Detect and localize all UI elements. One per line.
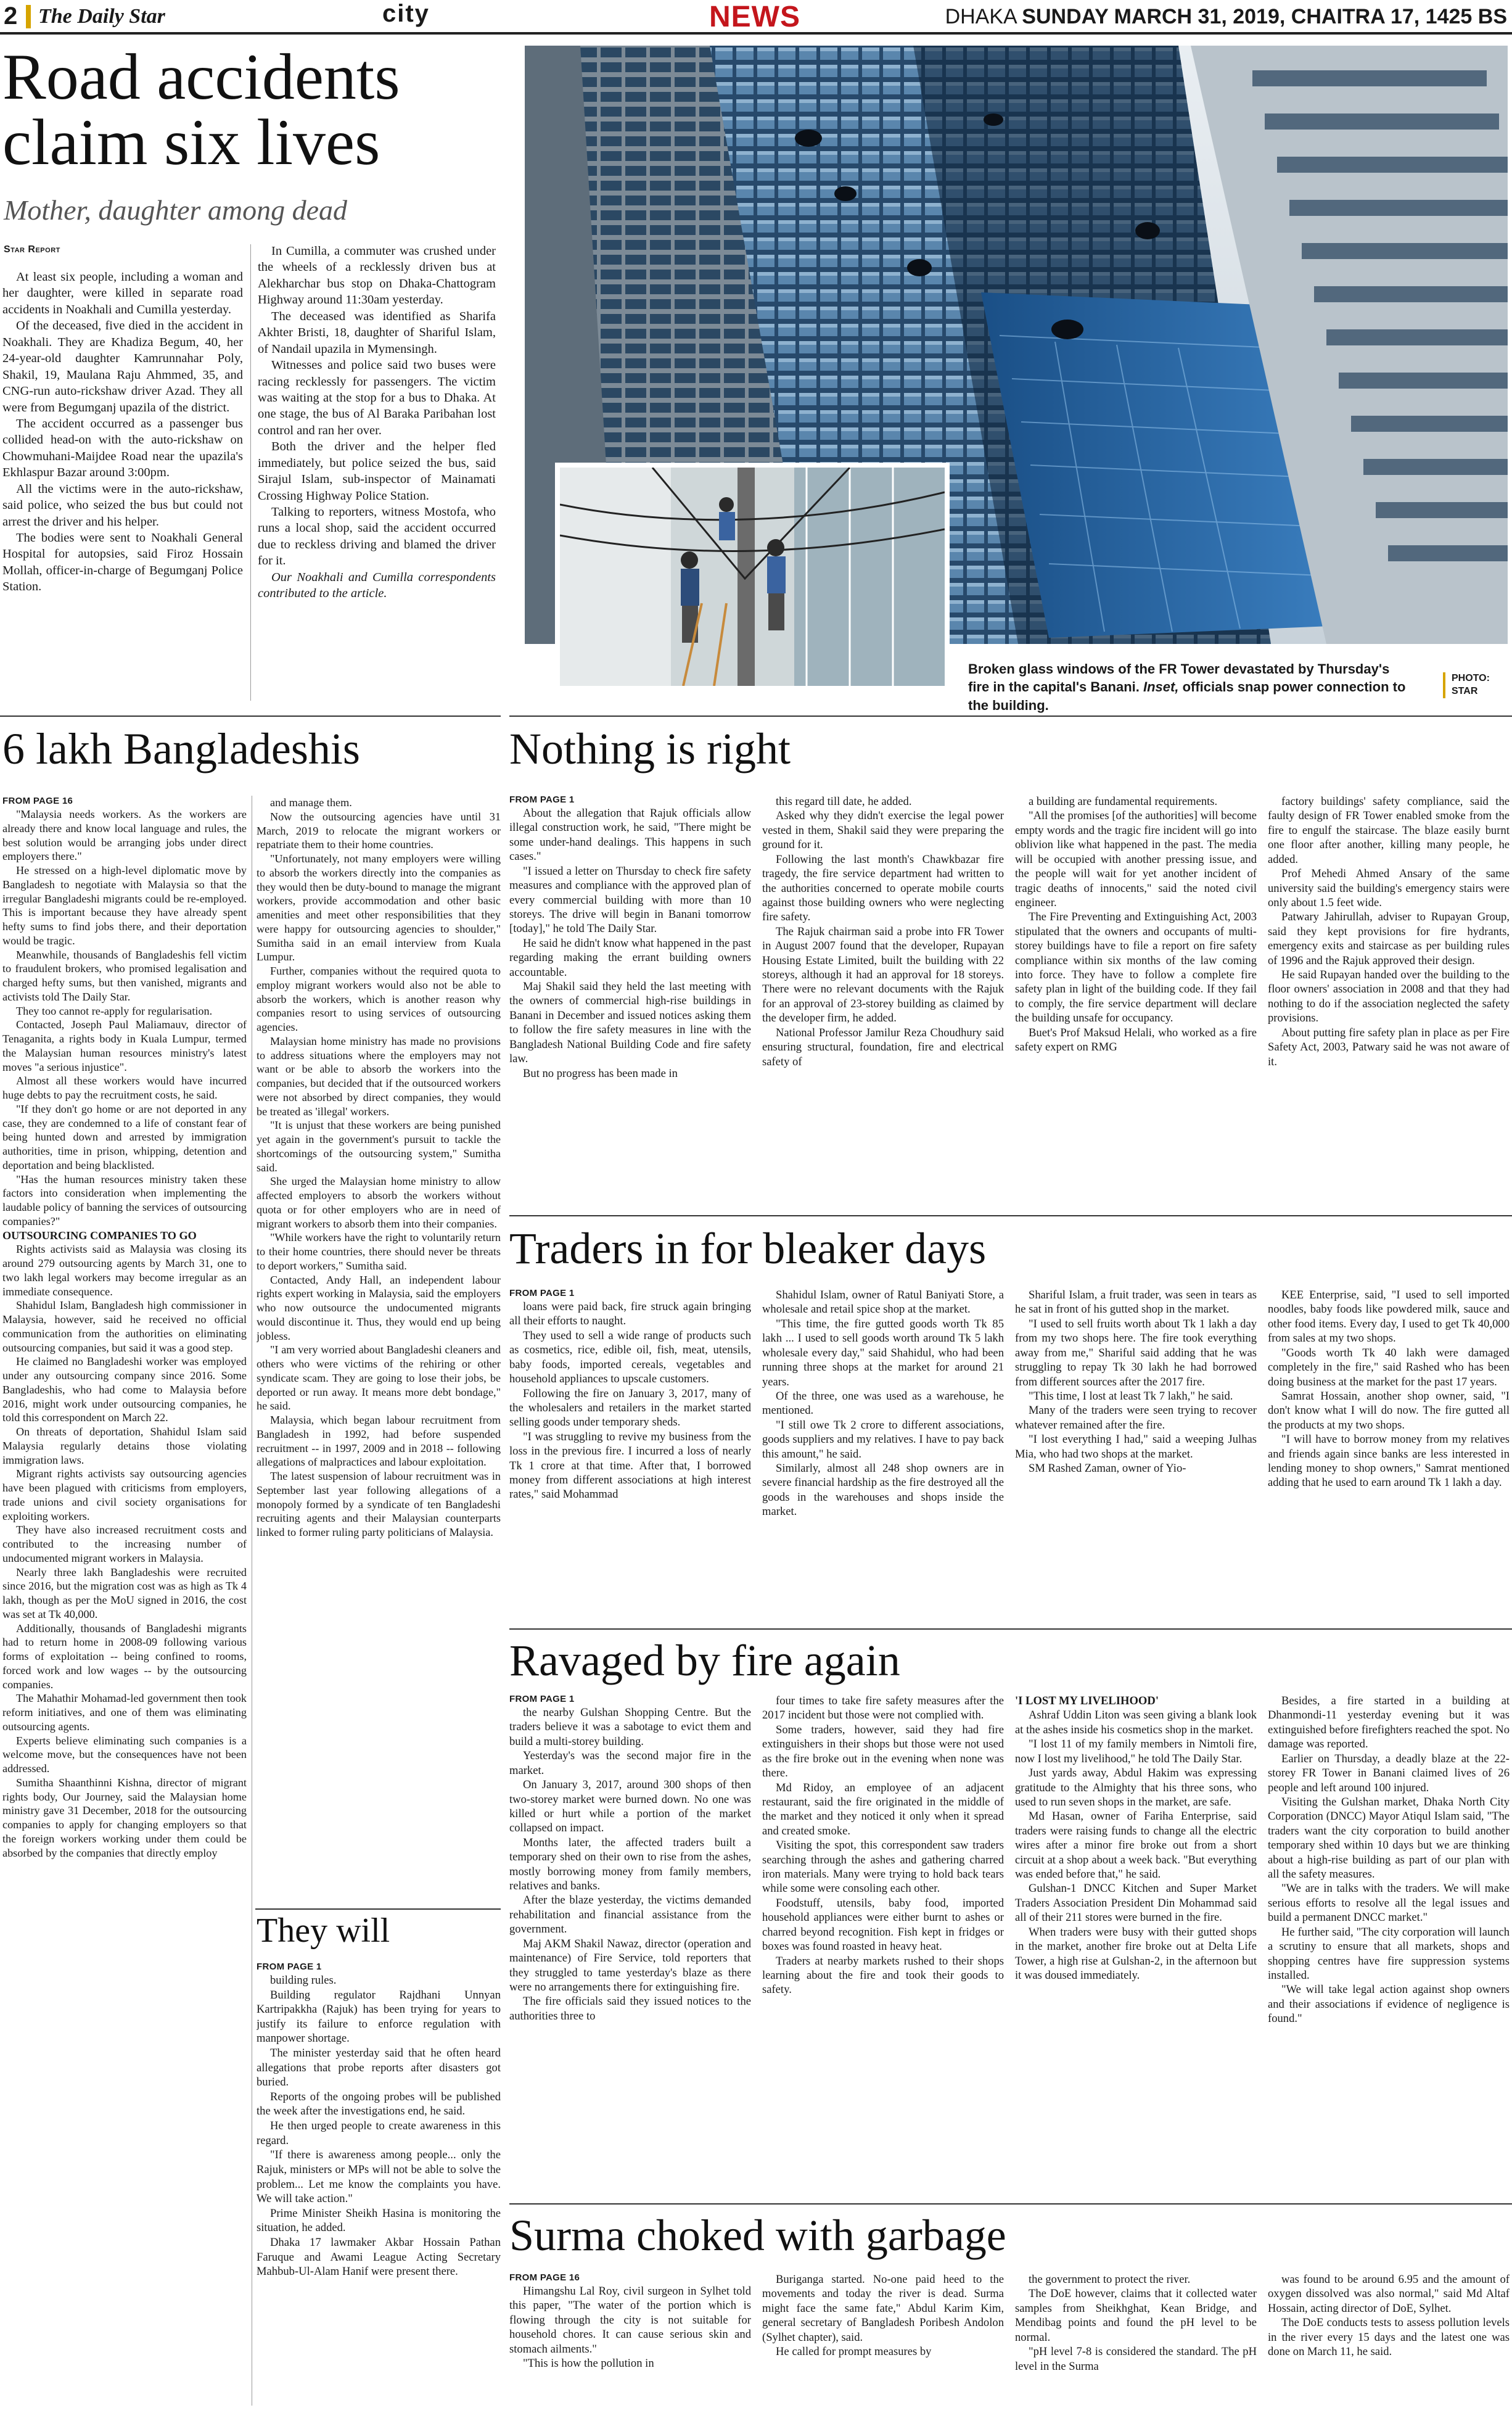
paragraph: Contacted, Joseph Paul Maliamauv, director of Tenaganita, a rights body in Kuala Lumpur, termed the Malaysian human resources ministry's latest moves "a serious injustice". [2, 1018, 247, 1073]
paragraph: He said he didn't know what happened in the past regarding making the errant building owners accountable. [509, 936, 751, 979]
section-rule [509, 2203, 1512, 2205]
nothing-headline[interactable]: Nothing is right [509, 724, 791, 773]
section-rule [509, 716, 1512, 717]
paragraph: At least six people, including a woman and her daughter, were killed in separate road accidents in Noakhali and Cumilla yesterday. [2, 270, 243, 316]
paragraph: "I issued a letter on Thursday to check fire safety measures and compliance with the approved plan of every commercial building with more than 10 storeys. The drive will begin in Banani tomorrow [today]," he told The Daily Star. [509, 864, 751, 936]
paragraph: On January 3, 2017, around 300 shops of then two-storey market were burned down. No one was killed or hurt while a portion of the market collapsed on impact. [509, 1778, 751, 1835]
paragraph: Additionally, thousands of Bangladeshi migrants had to return home in 2008-09 following various forms of exploitation -- being confined to rooms, forced work and low wages -- by the outsourcing companies. [2, 1622, 247, 1691]
paragraph: Building regulator Rajdhani Unnyan Kartripakkha (Rajuk) has been trying for years to justify its failure to enforce regulation with manpower shortage. [257, 1988, 501, 2045]
ravaged-subhead: 'I LOST MY LIVELIHOOD' [1015, 1694, 1159, 1707]
surma-col-3 [1015, 2272, 1257, 2412]
paragraph: Talking to reporters, witness Mostofa, who runs a local shop, said the accident occurred due to reckless driving and blamed the driver for it. [258, 505, 496, 568]
ravaged-col-3 [1015, 1694, 1257, 2206]
paragraph: All the victims were in the auto-rickshaw, said police, who seized the bus but could not arrest the driver and his helper. [2, 482, 243, 529]
ravaged-col-2 [762, 1694, 1004, 2206]
nothing-col-2 [762, 794, 1004, 1195]
section-rule [0, 716, 501, 717]
traders-col-2 [762, 1288, 1004, 1633]
paragraph: On threats of deportation, Shahidul Islam said Malaysia regularly detains those violating immigration laws. [2, 1425, 247, 1466]
paragraph: When traders were busy with their gutted shops in the market, another fire broke out at Delta Life Tower, a high rise at Gulshan-2, in the afternoon but it was doused immediately. [1015, 1925, 1257, 1982]
paragraph: He then urged people to create awareness in this regard. [257, 2119, 501, 2147]
paragraph: "It is unjust that these workers are being punished yet again in the government's pursuit to tackle the shortcomings of the outsourcing system," Sumitha said. [257, 1119, 501, 1174]
paragraph: The DoE conducts tests to assess pollution levels in the river every 15 days and the latest one was done on March 11, he said. [1268, 2316, 1510, 2359]
paragraph: Visiting the Gulshan market, Dhaka North City Corporation (DNCC) Mayor Atiqul Islam said, "The traders want the city corporation to build another temporary shed within 10 days but we are thinking about a high-rise building as part of our plan with all the safety measures. [1268, 1795, 1510, 1881]
paragraph: "Unfortunately, not many employers were willing to absorb the workers directly into the companies as they would then be duty-bound to manage the migrant workers, provide accommodation and other basic amenities and meet other responsibilities that they were happy for outsourcing agencies to shoulder," Sumitha said in an email interview from Kuala Lumpur. [257, 852, 501, 963]
nothing-col-1: FROM PAGE 1 About the allegation that Rajuk officials allow illegal construction work, he said, "There might be some under-hand dealings. This happens in such cases." "I issued a letter on Thursday to check fire safety measures and compliance with the approved plan of every commercial building with more than 10 storeys. The drive will begin in Banani tomorrow [today]," he told The Daily Star. He said he didn't know what happened in the past regarding making the errant building owners accountable. Maj Shakil said they held the last meeting with the owners of commercial high-rise buildings in Banani in December and issued notices asking them to follow the fire safety measures in line with the Bangladesh National Building Code and fire safety law. But no progress has been made in [509, 794, 751, 1080]
traders-headline[interactable]: Traders in for bleaker days [509, 1224, 987, 1273]
paragraph: "I am very worried about Bangladeshi cleaners and others who were victims of the rehiring or other syndicate scam. They are going to lose their jobs, be deported or run away. It means more debt bondage," he said. [257, 1343, 501, 1413]
paragraph: Following the last month's Chawkbazar fire tragedy, the fire service department had written to the authorities concerned to operate mobile courts against those building owners who were neglecting fire safety. [762, 852, 1004, 924]
paragraph: Now the outsourcing agencies have until 31 March, 2019 to relocate the migrant workers or repatriate them to their home countries. [257, 810, 501, 851]
paragraph: Buriganga started. No-one paid heed to the movements and today the river is dead. Surma might face the same fate," Abdul Karim Kim, general secretary of Bangladesh Poribesh Andolon (Sylhet chapter), said. [762, 2273, 1004, 2344]
paragraph: Malaysia, which began labour recruitment from Bangladesh in 1992, had before suspended recruitment -- in 1997, 2009 and in 2018 -- following allegations of malpractices and labour exploitation. [257, 1414, 501, 1469]
paragraph: Yesterday's was the second major fire in the market. [509, 1749, 751, 1777]
paragraph: "Goods worth Tk 40 lakh were damaged completely in the fire," said Rashed who has been doing business at the market for the past 17 years. [1268, 1346, 1510, 1388]
paragraph: The Rajuk chairman said a probe into FR Tower in August 2007 found that the developer, Rupayan Housing Estate Limited, built the building with 22 storeys, although it had an approval for 18 storeys. There were no relevant documents with the Rajuk for an approval of 23-storey building as claimed by the developer firm, he added. [762, 925, 1004, 1025]
paragraph: Foodstuff, utensils, baby food, imported household appliances were either burnt to ashes or charred beyond recognition. Fish kept in fridges or boxes was found roasted in heavy heat. [762, 1896, 1004, 1953]
nothing-col-4 [1268, 794, 1510, 1195]
paragraph: "While workers have the right to voluntarily return to their home countries, there should never be threats to deport workers," Sumitha said. [257, 1231, 501, 1272]
paragraph: loans were paid back, fire struck again bringing all their efforts to naught. [509, 1300, 751, 1328]
paragraph: Months later, the affected traders built a temporary shed on their own to rise from the ashes, mostly borrowing money from family members, relatives and banks. [509, 1836, 751, 1893]
inset-photo[interactable] [555, 463, 950, 691]
paragraph: Samrat Hossain, another shop owner, said, "I don't know what I will do now. The fire gutted all the products at my two shops. [1268, 1389, 1510, 1432]
paragraph: They used to sell a wide range of products such as cosmetics, rice, edible oil, fish, meat, utensils, baby foods, imported cereals, vegetables and household appliances to upscale customers. [509, 1329, 751, 1386]
paragraph: Earlier on Thursday, a deadly blaze at the 22-storey FR Tower in Banani claimed lives of 26 people and left around 100 injured. [1268, 1752, 1510, 1794]
paragraph: Experts believe eliminating such companies is a welcome move, but the consequences have not been addressed. [2, 1734, 247, 1775]
section-label: NEWS [709, 1, 800, 33]
masthead [0, 0, 1512, 35]
paragraph: "I was struggling to revive my business from the loss in the previous fire. I incurred a loss of nearly Tk 1 crore at that time. After that, I borrowed money from different associations at high interest rates," said Mohammad [509, 1430, 751, 1501]
paragraph: four times to take fire safety measures after the 2017 incident but those were not complied with. [762, 1694, 1004, 1722]
issue-date: DHAKA SUNDAY MARCH 31, 2019, CHAITRA 17, 1425 BS [945, 5, 1507, 28]
paragraph: Dhaka 17 lawmaker Akbar Hossain Pathan Faruque and Awami League Acting Secretary Mahbub-Ul-Alam Hanif were present there. [257, 2235, 501, 2279]
paragraph: "This is how the pollution in [523, 2357, 654, 2370]
paragraph: The fire officials said they issued notices to the authorities three to [509, 1995, 751, 2023]
paragraph: Just yards away, Abdul Hakim was expressing gratitude to the Almighty that his three sons, who used to run seven shops in the market, are safe. [1015, 1767, 1257, 1809]
paragraph: Shariful Islam, a fruit trader, was seen in tears as he sat in front of his gutted shop in the market. [1015, 1289, 1257, 1316]
photo-credit: PHOTO: STAR [1443, 672, 1486, 698]
accidents-col-2 [258, 243, 496, 706]
paragraph: "If there is awareness among people... only the Rajuk, ministers or MPs will not be able to solve the problem... Let me know the complaints you have. We will take action." [257, 2148, 501, 2206]
accidents-headline[interactable]: Road accidents claim six lives [2, 41, 400, 178]
paragraph: "pH level 7-8 is considered the standard. The pH level in the Surma [1015, 2345, 1257, 2373]
paragraph: and manage them. [270, 796, 352, 809]
paragraph: the government to protect the river. [1029, 2273, 1191, 2286]
paragraph: Shahidul Islam, owner of Ratul Baniyati Store, a wholesale and retail spice shop at the market. [762, 1289, 1004, 1316]
paragraph: "We will take legal action against shop owners and their associations if evidence of negligence is found." [1268, 1983, 1510, 2026]
paragraph: "This time, I lost at least Tk 7 lakh," he said. [1029, 1389, 1233, 1403]
ravaged-headline[interactable]: Ravaged by fire again [509, 1636, 900, 1685]
paragraph: was found to be around 6.95 and the amount of oxygen dissolved was also normal," said Md Altaf Hossain, acting director of DoE, Sylhet. [1268, 2273, 1510, 2315]
linemen-inset-image [560, 468, 945, 686]
paragraph: Rights activists said as Malaysia was closing its around 279 outsourcing agents by March 31, one to two lakh legal workers may become irregular as an immediate consequence. [2, 1243, 247, 1298]
theywill-headline[interactable]: They will [257, 1912, 390, 1950]
paragraph: Contacted, Andy Hall, an independent labour rights expert working in Malaysia, said the employers who now outsource the undocumented migrants would discontinue it. Thus, they would end up being jobless. [257, 1273, 501, 1342]
paragraph: this regard till date, he added. [776, 795, 912, 808]
paragraph: The DoE however, claims that it collected water samples from Sheikhghat, Kean Bridge, and Mendibag points and found the pH level to be normal. [1015, 2287, 1257, 2344]
paragraph: They have also increased recruitment costs and contributed to the increasing number of undocumented migrant workers in Malaysia. [2, 1524, 247, 1564]
paragraph: He called for prompt measures by [776, 2345, 932, 2359]
paragraph: Both the driver and the helper fled immediately, but police seized the bus, said Sirajul Islam, sub-inspector of Mainamati Crossing Highway Police Station. [258, 440, 496, 503]
paragraph: Similarly, almost all 248 shop owners are in severe financial hardship as the fire destroyed all the goods in the warehouses and shops inside the market. [762, 1462, 1004, 1519]
paragraph: "I still owe Tk 2 crore to different associations, goods suppliers and my relatives. I have to pay back this amount," he said. [762, 1418, 1004, 1461]
surma-headline[interactable]: Surma choked with garbage [509, 2211, 1006, 2260]
paragraph: They too cannot re-apply for regularisation. [16, 1004, 213, 1017]
photo-caption: Broken glass windows of the FR Tower devastated by Thursday's fire in the capital's Banani. Inset, officials snap power connection to the building. [968, 661, 1406, 713]
section-rule [509, 1215, 1512, 1216]
paragraph: "We are in talks with the traders. We will make serious efforts to resolve all the legal issues and build a permanent DNCC market." [1268, 1882, 1510, 1924]
paragraph: SM Rashed Zaman, owner of Yio- [1029, 1462, 1186, 1475]
paragraph: Reports of the ongoing probes will be published the week after the investigations end, he said. [257, 2090, 501, 2118]
paragraph: Following the fire on January 3, 2017, many of the wholesalers and retailers in the market started selling goods under temporary sheds. [509, 1387, 751, 1429]
paragraph: He stressed on a high-level diplomatic move by Bangladesh to negotiate with Malaysia so that the irregular Bangladeshi migrants could be re-employed. This is important because they have already spent hefty sums to find jobs there, and their deportation would be tragic. [2, 864, 247, 947]
paragraph: She urged the Malaysian home ministry to allow affected employers to absorb the workers without quota or for other employers who are in need of migrant workers to absorb them into their companies. [257, 1175, 501, 1230]
paragraph: a building are fundamental requirements. [1029, 795, 1218, 808]
lakh-col-2 [257, 796, 501, 1900]
paragraph: Almost all these workers would have incurred huge debts to pay the recruitment costs, he said. [2, 1075, 247, 1101]
lakh-headline[interactable]: 6 lakh Bangladeshis [2, 724, 360, 773]
paragraph: "All the promises [of the authorities] will become empty words and the tragic fire incident will go into oblivion like what happened in the past. The media will be occupied with another pressing issue, and the people will wait for yet another incident of tragic deaths of innocents," said the noted civil engineer. [1015, 809, 1257, 909]
surma-col-4 [1268, 2272, 1510, 2412]
paragraph: The accident occurred as a passenger bus collided head-on with the auto-rickshaw on Chowmuhani-Maijdee Road near the upazila's Ekhlaspur Bazar around 3:00pm. [2, 416, 243, 480]
paragraph: Md Ridoy, an employee of an adjacent restaurant, said the fire originated in the middle of the market and they noticed it only when it spread and created smoke. [762, 1781, 1004, 1838]
paragraph: building rules. [270, 1974, 337, 1987]
page-number: 2 [4, 2, 18, 30]
section-rule [255, 1908, 501, 1910]
paragraph: "I lost everything I had," said a weeping Julhas Mia, who had two shops at the market. [1015, 1433, 1257, 1461]
accidents-deck: Mother, daughter among dead [4, 194, 348, 226]
paragraph: Nearly three lakh Bangladeshis were recruited since 2016, but the migration cost was as high as Tk 4 lakh, though as per the MoU signed in 2016, the cost was set at Tk 40,000. [2, 1565, 247, 1620]
paragraph: Patwary Jahirullah, adviser to Rupayan Group, said they kept provisions for fire hydrants, emergency exits and staircase as per building rules of 1996 and the Rajuk approved their design. [1268, 910, 1510, 967]
paragraph: Ashraf Uddin Liton was seen giving a blank look at the ashes inside his cosmetics shop in the market. [1015, 1709, 1257, 1736]
traders-col-1: FROM PAGE 1 loans were paid back, fire struck again bringing all their efforts to naught. They used to sell a wide range of products such as cosmetics, rice, edible oil, fish, meat, utensils, baby foods, imported cereals, vegetables and household appliances to upscale customers. Following the fire on January 3, 2017, many of the wholesalers and retailers in the market started selling goods under temporary sheds. "I was struggling to revive my business from the loss in the previous fire. I incurred a loss of nearly Tk 1 crore at that time. After that, I borrowed money from different associations at high interest rates," said Mohammad [509, 1288, 751, 1501]
paragraph: Visiting the spot, this correspondent saw traders searching through the ashes and gathering charred iron materials. Many were trying to hold back tears while some were consoling each other. [762, 1839, 1004, 1895]
paragraph: Himangshu Lal Roy, civil surgeon in Sylhet told this paper, "The water of the portion which is flowing through the city is not suitable for household chores. It can cause serious skin and stomach ailments." [509, 2285, 751, 2356]
paragraph: Maj Shakil said they held the last meeting with the owners of commercial high-rise buildings in Banani in December and issued notices asking them to follow the fire safety measures in line with the Bangladesh National Building Code and fire safety law. [509, 980, 751, 1066]
section-rule [509, 1628, 1512, 1630]
paragraph: Of the deceased, five died in the accident in Noakhali. They are Khadiza Begum, 40, her 24-year-old daughter Kamrunnahar Poly, Shakil, 19, Maulana Raju Ahmmed, 35, and CNG-run auto-rickshaw driver Azad. They all were from Begumganj upazila of the district. [2, 319, 243, 415]
paragraph: Sumitha Shaanthinni Kishna, director of migrant rights body, Our Journey, said the Malaysian home ministry gave 31 December, 2018 for the outsourcing companies to apply for changing employers so that the foreign workers working under them could be absorbed by the companies that directly employ [2, 1776, 247, 1859]
paragraph: Malaysian home ministry has made no provisions to address situations where the employers may not want or be able to absorb the workers into the companies, but decided that if the outsourced workers were not absorbed by direct companies, they would be treated as 'illegal' workers. [257, 1034, 501, 1118]
paragraph: He further said, "The city corporation will launch a scrutiny to ensure that all markets, shops and shopping centres have fire suppression systems installed. [1268, 1925, 1510, 1982]
paragraph: About putting fire safety plan in place as per Fire Safety Act, 2003, Patwary said he was not aware of it. [1268, 1026, 1510, 1068]
section-name[interactable]: city [382, 0, 430, 27]
theywill-col: FROM PAGE 1 building rules. Building regulator Rajdhani Unnyan Kartripakkha (Rajuk) has been trying for years to justify its failure to enforce regulation with manpower shortage. The minister yesterday said that he often heard allegations that probe reports after disasters got buried. Reports of the ongoing probes will be published the week after the investigations end, he said. He then urged people to create awareness in this regard. "If there is awareness among people... only the Rajuk, ministers or MPs will not be able to solve the problem... Let me know the complaints you have. We will take action." Prime Minister Sheikh Hasina is monitoring the situation, he added. Dhaka 17 lawmaker Akbar Hossain Pathan Faruque and Awami League Acting Secretary Mahbub-Ul-Alam Hanif were present there. [257, 1961, 501, 2279]
paragraph: The latest suspension of labour recruitment was in September last year following allegations of a monopoly formed by a syndicate of ten Bangladeshi recruiting agents and their Malaysian counterparts linked to former ruling party politicians of Malaysia. [257, 1470, 501, 1538]
surma-col-2 [762, 2272, 1004, 2412]
lakh-subhead: OUTSOURCING COMPANIES TO GO [2, 1229, 197, 1242]
paragraph: the nearby Gulshan Shopping Centre. But the traders believe it was a sabotage to evict them and build a multi-storey building. [509, 1706, 751, 1748]
paragraph: Migrant rights activists say outsourcing agencies have been plagued with criticisms from employers, trade unions and civil society organisations for exploiting workers. [2, 1467, 247, 1522]
lakh-col-1: FROM PAGE 16 "Malaysia needs workers. As the workers are already there and know local language and rules, the best solution would be arranging jobs under direct employers there." He stressed on a high-level diplomatic move by Bangladesh to negotiate with Malaysia so that the irregular Bangladeshi migrants could be re-employed. This is important because they have already spent hefty sums to find jobs there, and their deportation would be tragic. Meanwhile, thousands of Bangladeshis fell victim to fraudulent brokers, who promised legalisation and charged hefty sums, but then vanished, migrants and activists told The Daily Star. They too cannot re-apply for regularisation. Contacted, Joseph Paul Maliamauv, director of Tenaganita, a rights body in Kuala Lumpur, termed the Malaysian human resources ministry's latest moves "a serious injustice". Almost all these workers would have incurred huge debts to pay the recruitment costs, he said. "If they don't go home or are not deported in any case, they are condemned to a life of constant fear of being hunted down and arrested by immigration authorities, time in prison, whipping, detention and deportation and being blacklisted. "Has the human resources ministry taken these factors into consideration when implementing the laudable policy of banning the services of outsourcing companies?" OUTSOURCING COMPANIES TO GO Rights activists said as Malaysia was closing its around 279 outsourcing agents by March 31, one to two lakh legal workers may become irregular as an immediate consequence. Shahidul Islam, Bangladesh high commissioner in Malaysia, however, said he received no official communication from the authorities on eliminating outsourcing companies, but said it was a good step. He claimed no Bangladeshi worker was employed under any outsourcing company since 2016. Some Bangladeshis, who had come to Malaysia before 2016, might work under outsourcing companies, he told this correspondent on March 22. On threats of deportation, Shahidul Islam said Malaysia regularly detains those violating immigration laws. Migrant rights activists say outsourcing agencies have been plagued with criticisms from employers, trade unions and civil society organisations for exploiting workers. They have also increased recruitment costs and contributed to the increasing number of undocumented migrant workers in Malaysia. Nearly three lakh Bangladeshis were recruited since 2016, but the migration cost was as high as Tk 4 lakh, though as per the MoU signed in 2016, the cost was set at Tk 40,000. Additionally, thousands of Bangladeshi migrants had to return home in 2008-09 following various forms of exploitation -- being confined to rooms, forced work and low wages -- by the outsourcing companies. The Mahathir Mohamad-led government then took reform initiatives, and one of them was eliminating outsourcing agents. Experts believe eliminating such companies is a welcome move, but the consequences have not been addressed. Sumitha Shaanthinni Kishna, director of migrant rights body, Our Journey, said the Malaysian home ministry gave 31 December, 2018 for the outsourcing companies to apply for changing employers so that the foreign workers working under them could be absorbed by the companies that directly employ [2, 796, 247, 1859]
traders-col-4 [1268, 1288, 1510, 1633]
paragraph: The bodies were sent to Noakhali General Hospital for autopsies, said Firoz Hossain Mollah, officer-in-charge of Begumganj Police Station. [2, 531, 243, 594]
paragraph: Prof Mehedi Ahmed Ansary of the same university said the building's emergency stairs were only about 1.5 feet wide. [1268, 867, 1510, 909]
paragraph: Maj AKM Shakil Nawaz, director (operation and maintenance) of Fire Service, told reporters that they struggled to tame yesterday's blaze as there were no arrangements there for extinguishing fire. [509, 1937, 751, 1994]
paragraph: "This time, the fire gutted goods worth Tk 85 lakh ... I used to sell goods worth around Tk 5 lakh wholesale every day," said Shahidul, who had been running three shops at the market for around 21 years. [762, 1317, 1004, 1388]
traders-col-3 [1015, 1288, 1257, 1633]
paragraph: "Malaysia needs workers. As the workers are already there and know local language and rules, the best solution would be arranging jobs under direct employers there." [2, 808, 247, 863]
paragraph: He said Rupayan handed over the building to the floor owners' association in 2008 and that they had nothing to do if the association neglected the safety provisions. [1268, 968, 1510, 1025]
paragraph: "I will have to borrow money from my relatives and friends again since banks are less interested in lending money to shop owners," Samrat mentioned adding that he used to earn around Tk 1 lakh a day. [1268, 1433, 1510, 1490]
paragraph: He claimed no Bangladeshi worker was employed under any outsourcing company since 2016. Some Bangladeshis, who had come to Malaysia before 2016, might work under outsourcing companies, he told this correspondent on March 22. [2, 1355, 247, 1424]
paragraph: Further, companies without the required quota to employ migrant workers would also not be able to absorb the workers, which is another reason why companies resort to using services of outsourcing agencies. [257, 965, 501, 1033]
nothing-col-3 [1015, 794, 1257, 1195]
paragraph: Traders at nearby markets rushed to their shops learning about the fire and took their goods to safety. [762, 1954, 1004, 1997]
ravaged-col-1: FROM PAGE 1 the nearby Gulshan Shopping Centre. But the traders believe it was a sabotage to evict them and build a multi-storey building. Yesterday's was the second major fire in the market. On January 3, 2017, around 300 shops of then two-storey market were burned down. No one was killed or hurt while a portion of the market collapsed on impact. Months later, the affected traders built a temporary shed on their own to rise from the ashes, mostly borrowing money from family members, relatives and banks. After the blaze yesterday, the victims demanded rehabilitation and financial assistance from the government. Maj AKM Shakil Nawaz, director (operation and maintenance) of Fire Service, told reporters that they struggled to tame yesterday's blaze as there were no arrangements there for extinguishing fire. The fire officials said they issued notices to the authorities three to [509, 1694, 751, 2023]
accidents-credit: Our Noakhali and Cumilla correspondents contributed to the article. [258, 570, 496, 601]
paragraph: KEE Enterprise, said, "I used to sell imported noodles, baby foods like powdered milk, sauce and other food items. Every day, I used to get Tk 40,000 from sales at my two shops. [1268, 1289, 1510, 1345]
paragraph: Meanwhile, thousands of Bangladeshis fell victim to fraudulent brokers, who promised legalisation and charged hefty sums, but then vanished, migrants and activists told The Daily Star. [2, 948, 247, 1003]
paragraph: Gulshan-1 DNCC Kitchen and Super Market Traders Association President Din Mohammad said all of their 211 stores were burned in the fire. [1015, 1882, 1257, 1924]
paragraph: "I lost 11 of my family members in Nimtoli fire, now I lost my livelihood," he told The Daily Star. [1015, 1738, 1257, 1765]
accidents-byline: Star Report [4, 244, 60, 255]
paragraph: The deceased was identified as Sharifa Akhter Bristi, 18, daughter of Shariful Islam, of Nandail upazila in Mymensingh. [258, 309, 496, 356]
paragraph: Asked why they didn't exercise the legal power vested in them, Shakil said they were preparing the ground for it. [762, 809, 1004, 852]
paragraph: Shahidul Islam, Bangladesh high commissioner in Malaysia, however, said he received no official communication from the authorities on eliminating outsourcing companies, but said it was a good step. [2, 1299, 247, 1354]
accidents-col-1 [2, 269, 243, 701]
paragraph: Of the three, one was used as a warehouse, he mentioned. [762, 1389, 1004, 1417]
paragraph: "I used to sell fruits worth about Tk 1 lakh a day from my two shops here. The fire took everything away from me," Shariful said adding that he was struggling to repay Tk 30 lakh he had borrowed from different sources after the 2017 fire. [1015, 1317, 1257, 1388]
paper-name[interactable]: The Daily Star [38, 5, 165, 28]
paragraph: The Fire Preventing and Extinguishing Act, 2003 stipulated that the owners and occupants of multi-storey buildings have to file a report on fire safety compliance within six months of the law coming into force. They have to follow a complete fire safety plan in light of the building code. If they fail to comply, the fire service department will declare the building unsafe for occupancy. [1015, 910, 1257, 1025]
paragraph: "If they don't go home or are not deported in any case, they are condemned to a life of constant fear of being hunted down and arrested by immigration authorities, time in prison, whipping, detention and deportation and being blacklisted. [2, 1102, 247, 1171]
paragraph: Prime Minister Sheikh Hasina is monitoring the situation, he added. [257, 2206, 501, 2235]
paragraph: Md Hasan, owner of Fariha Enterprise, said traders were raising funds to change all the electric wires after a minor fire broke out from a short circuit at a shop about a week back. "But everything was ended before that," he said. [1015, 1810, 1257, 1881]
masthead-accent-bar [26, 5, 31, 28]
paragraph: Witnesses and police said two buses were racing recklessly for passengers. The victim was waiting at the stop for a bus to Dhaka. At one stage, the bus of Al Baraka Paribahan lost control and ran her over. [258, 358, 496, 437]
column-divider [250, 244, 251, 701]
ravaged-col-4 [1268, 1694, 1510, 2206]
paragraph: factory buildings' safety compliance, said the faulty design of FR Tower enabled smoke from the fire to engulf the staircase. The blaze easily burnt one floor after another, killing many people, he added. [1268, 795, 1510, 866]
paragraph: Many of the traders were seen trying to recover whatever remained after the fire. [1015, 1404, 1257, 1432]
paragraph: About the allegation that Rajuk officials allow illegal construction work, he said, "There might be some under-hand dealings. This happens in such cases." [509, 807, 751, 864]
paragraph: The Mahathir Mohamad-led government then took reform initiatives, and one of them was eliminating outsourcing agents. [2, 1692, 247, 1733]
paragraph: National Professor Jamilur Reza Choudhury said ensuring structural, foundation, fire and electrical safety of [762, 1026, 1004, 1068]
paragraph: Some traders, however, said they had fire extinguishers in their shops but those were not used as the fire broke out in the evening when none was there. [762, 1723, 1004, 1780]
paragraph: "Has the human resources ministry taken these factors into consideration when implementing the laudable policy of banning the services of outsourcing companies?" [2, 1173, 247, 1227]
paragraph: Buet's Prof Maksud Helali, who worked as a fire safety expert on RMG [1015, 1026, 1257, 1054]
paragraph: In Cumilla, a commuter was crushed under the wheels of a recklessly driven bus at Alekharchar bus stop on Dhaka-Chattogram Highway around 11:30am yesterday. [258, 244, 496, 307]
paragraph: But no progress has been made in [523, 1066, 678, 1080]
paragraph: Besides, a fire started in a building at Dhanmondi-11 yesterday evening but it was extinguished before firefighters reached the spot. No damage was reported. [1268, 1694, 1510, 1751]
surma-col-1: FROM PAGE 16 Himangshu Lal Roy, civil surgeon in Sylhet told this paper, "The water of the portion which is flowing through the city is not suitable for household chores. It can cause serious skin and stomach ailments." "This is how the pollution in [509, 2272, 751, 2370]
paragraph: After the blaze yesterday, the victims demanded rehabilitation and financial assistance from the government. [509, 1894, 751, 1936]
paragraph: The minister yesterday said that he often heard allegations that probe reports after disasters got buried. [257, 2047, 501, 2089]
